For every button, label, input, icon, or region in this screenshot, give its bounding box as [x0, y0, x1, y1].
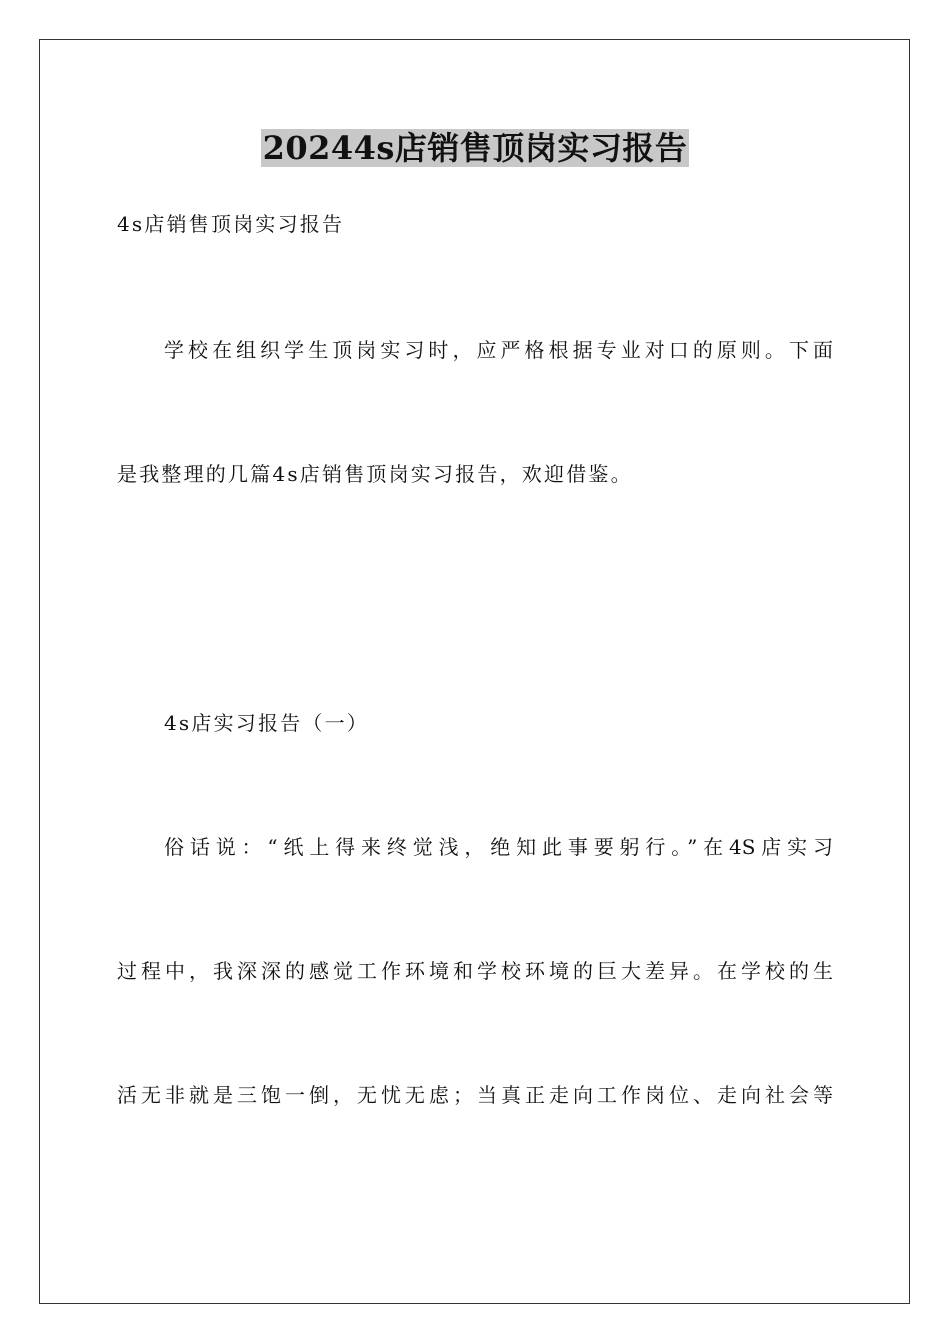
- section-heading: 4s店实习报告（一）: [164, 711, 369, 735]
- body-paragraph-line-3: 活无非就是三饱一倒，无忧无虑；当真正走向工作岗位、走向社会等: [117, 1083, 833, 1107]
- intro-paragraph-line-2: 是我整理的几篇4s店销售顶岗实习报告，欢迎借鉴。: [117, 462, 633, 486]
- body-paragraph-line-2: 过程中，我深深的感觉工作环境和学校环境的巨大差异。在学校的生: [117, 959, 833, 983]
- body-paragraph-line-1: 俗话说：“纸上得来终觉浅，绝知此事要躬行。”在4S店实习: [164, 835, 833, 859]
- document-title: [0, 128, 950, 168]
- document-title-text: 20244s店销售顶岗实习报告: [262, 129, 688, 167]
- intro-paragraph-line-1: 学校在组织学生顶岗实习时，应严格根据专业对口的原则。下面: [164, 338, 833, 362]
- document-subtitle: 4s店销售顶岗实习报告: [117, 212, 345, 236]
